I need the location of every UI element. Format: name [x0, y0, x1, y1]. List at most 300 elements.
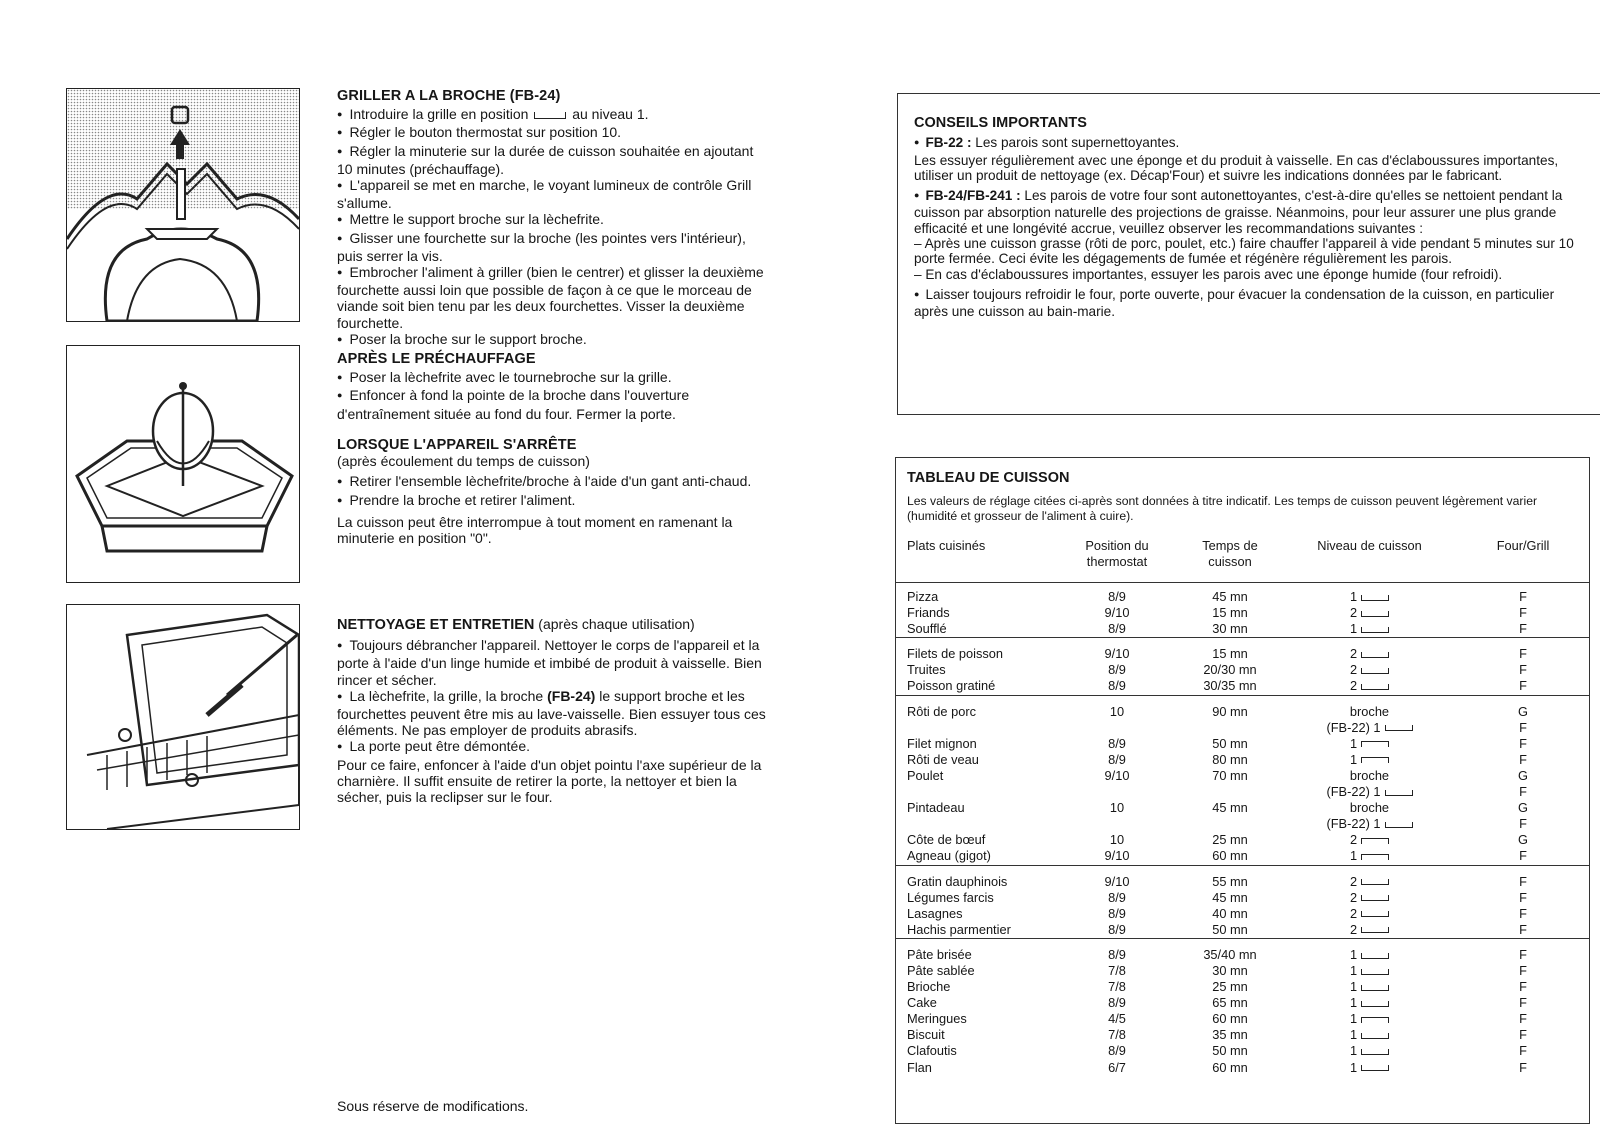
griller-item-6: ● Glisser une fourchette sur la broche (les pointes vers l'intérieur), puis serrer la vis. — [337, 230, 772, 264]
nettoyage-section — [337, 616, 772, 805]
cell-plat — [896, 1027, 1056, 1043]
lorsque-item-1: ● Retirer l'ensemble lèchefrite/broche à l'aide d'un gant anti-chaud. — [337, 473, 772, 491]
cell-four-grill-text: F — [1519, 735, 1527, 751]
cell-position — [1056, 800, 1178, 816]
nettoyage-item-2-b: (FB-24) — [547, 687, 596, 704]
level-slot-icon — [1361, 854, 1389, 860]
lorsque-note: La cuisson peut être interrompue à tout moment en ramenant la minuterie en position "0". — [337, 513, 733, 547]
cell-temps — [1178, 768, 1282, 784]
cell-plat-text: Truites — [907, 662, 946, 678]
level-slot-icon — [1361, 741, 1389, 747]
table-header-row — [896, 534, 1589, 583]
cell-niveau-text: 1 — [1349, 1043, 1358, 1059]
cell-four-grill — [1457, 621, 1589, 638]
cell-plat — [896, 736, 1056, 752]
table-row — [896, 963, 1589, 979]
cell-temps — [1178, 662, 1282, 678]
level-slot-icon — [1361, 879, 1389, 885]
cell-temps-text: 50 mn — [1212, 1043, 1248, 1059]
cell-temps — [1178, 646, 1282, 662]
cell-plat-text: Poisson gratiné — [907, 678, 996, 694]
cell-temps-text: 55 mn — [1212, 873, 1248, 889]
cell-position — [1056, 784, 1178, 800]
cell-plat — [896, 922, 1056, 939]
header-niveau: Niveau de cuisson — [1282, 534, 1457, 583]
table-row — [896, 890, 1589, 906]
cell-niveau — [1282, 906, 1457, 922]
cell-temps — [1178, 963, 1282, 979]
cell-niveau — [1282, 800, 1457, 816]
cell-four-grill — [1457, 736, 1589, 752]
conseils-fb22-label: FB-22 : — [925, 135, 972, 151]
cell-four-grill — [1457, 906, 1589, 922]
cell-plat — [896, 784, 1056, 800]
cell-niveau — [1282, 995, 1457, 1011]
cell-niveau-text: 1 — [1349, 1059, 1358, 1075]
cell-four-grill — [1457, 848, 1589, 865]
cell-four-grill — [1457, 784, 1589, 800]
cell-plat-text: Clafoutis — [907, 1043, 957, 1059]
table-row — [896, 1027, 1589, 1043]
cell-position-text: 10 — [1109, 832, 1125, 848]
level-slot-icon — [1361, 1065, 1389, 1071]
cell-niveau — [1282, 963, 1457, 979]
cell-four-grill — [1457, 890, 1589, 906]
apres-item-1: ● Poser la lèchefrite avec le tournebroche sur la grille. — [337, 369, 772, 387]
lorsque-section — [337, 437, 772, 546]
cell-plat-text: Rôti de porc — [907, 703, 976, 719]
cell-four-grill — [1457, 800, 1589, 816]
cell-four-grill — [1457, 979, 1589, 995]
cell-four-grill — [1457, 662, 1589, 678]
table-row — [896, 621, 1589, 638]
nettoyage-item-2 — [337, 688, 772, 739]
cell-niveau — [1282, 832, 1457, 848]
table-row — [896, 1043, 1589, 1059]
level-slot-icon — [1361, 1049, 1389, 1055]
cell-niveau — [1282, 922, 1457, 939]
cell-position — [1056, 1011, 1178, 1027]
conseils-fb24-label: FB-24/FB-241 : — [925, 188, 1021, 204]
header-position: Position du thermostat — [1056, 534, 1178, 583]
level-slot-icon — [1361, 627, 1389, 633]
cell-niveau-text: 1 — [1349, 751, 1358, 767]
conseils-dash-2: – En cas d'éclaboussures importantes, essuyer les parois avec une éponge humide (four refroidi). — [914, 266, 1503, 282]
cell-niveau — [1282, 678, 1457, 695]
griller-section — [337, 88, 772, 349]
cell-niveau-text: 1 — [1349, 995, 1358, 1011]
cell-temps-text: 30/35 mn — [1203, 678, 1257, 694]
cell-temps-text: 35 mn — [1212, 1027, 1248, 1043]
cell-niveau — [1282, 1011, 1457, 1027]
cell-four-grill-text: F — [1519, 889, 1527, 905]
cell-niveau — [1282, 890, 1457, 906]
apres-item-2: ● Enfoncer à fond la pointe de la broche dans l'ouverture d'entraînement située au fond du four. Fermer la porte. — [337, 387, 772, 421]
cell-four-grill — [1457, 605, 1589, 621]
cell-niveau — [1282, 605, 1457, 621]
cell-four-grill-text: F — [1519, 979, 1527, 995]
cell-niveau-text: 1 — [1349, 962, 1358, 978]
cell-four-grill — [1457, 874, 1589, 890]
cell-temps-text: 60 mn — [1212, 848, 1248, 864]
table-row — [896, 1060, 1589, 1076]
cell-four-grill — [1457, 704, 1589, 720]
cell-four-grill — [1457, 589, 1589, 605]
cell-four-grill — [1457, 832, 1589, 848]
cell-plat-text: Agneau (gigot) — [907, 848, 991, 864]
cell-plat — [896, 848, 1056, 865]
cell-niveau — [1282, 646, 1457, 662]
cell-niveau — [1282, 979, 1457, 995]
cell-four-grill — [1457, 1011, 1589, 1027]
table-row — [896, 736, 1589, 752]
cell-temps — [1178, 874, 1282, 890]
griller-item-4: ● L'appareil se met en marche, le voyant lumineux de contrôle Grill s'allume. — [337, 177, 772, 211]
cell-niveau — [1282, 848, 1457, 865]
table-row — [896, 848, 1589, 865]
cell-niveau-text: (FB-22) 1 — [1326, 816, 1381, 832]
cell-four-grill-text: G — [1518, 767, 1528, 783]
cell-temps-text: 45 mn — [1212, 889, 1248, 905]
cell-niveau-text: (FB-22) 1 — [1326, 784, 1381, 800]
cell-niveau-text: (FB-22) 1 — [1326, 719, 1381, 735]
table-row — [896, 605, 1589, 621]
cell-niveau — [1282, 720, 1457, 736]
griller-title: GRILLER A LA BROCHE (FB-24) — [337, 88, 561, 104]
cell-temps-text: 70 mn — [1212, 767, 1248, 783]
cell-position — [1056, 995, 1178, 1011]
cell-plat-text: Flan — [907, 1059, 932, 1075]
cell-plat-text: Pintadeau — [907, 800, 965, 816]
table-row — [896, 1011, 1589, 1027]
cell-plat-text: Pâte brisée — [907, 946, 972, 962]
level-slot-icon — [1361, 985, 1389, 991]
cell-temps-text: 35/40 mn — [1203, 946, 1257, 962]
lorsque-title: LORSQUE L'APPAREIL S'ARRÊTE — [337, 437, 577, 453]
cell-position-text: 7/8 — [1108, 962, 1126, 978]
cell-plat-text: Poulet — [907, 767, 944, 783]
cell-temps — [1178, 605, 1282, 621]
level-slot-icon — [1361, 652, 1389, 658]
dishwasher-illustration — [66, 604, 300, 830]
cell-four-grill — [1457, 816, 1589, 832]
cell-temps — [1178, 832, 1282, 848]
cell-niveau-text: 1 — [1349, 735, 1358, 751]
cell-plat-text: Côte de bœuf — [907, 832, 986, 848]
cell-position — [1056, 621, 1178, 638]
cell-position — [1056, 646, 1178, 662]
conseils-fb24-text: Les parois de votre four sont autonettoyantes, c'est-à-dire qu'elles se nettoient pendant la cuisson par absorption naturelle des projections de graisse. Néanmoins, pour leur assurer une plus grande efficacité et une longévité accrue, veuillez observer les recommandations suivantes : — [914, 188, 1563, 236]
cell-four-grill-text: F — [1519, 678, 1527, 694]
cell-temps — [1178, 890, 1282, 906]
cell-four-grill-text: G — [1518, 832, 1528, 848]
header-four-grill: Four/Grill — [1457, 534, 1589, 583]
level-slot-icon — [1361, 757, 1389, 763]
cell-position — [1056, 752, 1178, 768]
cell-position — [1056, 963, 1178, 979]
level-slot-icon — [1361, 927, 1389, 933]
cell-temps — [1178, 979, 1282, 995]
header-temps: Temps de cuisson — [1178, 534, 1282, 583]
griller-item-3: ● Régler la minuterie sur la durée de cuisson souhaitée en ajoutant 10 minutes (préchauffage). — [337, 143, 772, 177]
cell-four-grill — [1457, 1043, 1589, 1059]
cell-position — [1056, 736, 1178, 752]
cell-plat-text: Filets de poisson — [907, 646, 1004, 662]
level-slot-icon — [1361, 911, 1389, 917]
cell-plat — [896, 621, 1056, 638]
level-slot-icon — [1361, 1001, 1389, 1007]
level-slot-icon — [1361, 953, 1389, 959]
cell-four-grill-text: F — [1519, 995, 1527, 1011]
cell-position — [1056, 1060, 1178, 1076]
cell-plat — [896, 816, 1056, 832]
level-slot-icon — [1385, 790, 1413, 796]
table-row — [896, 768, 1589, 784]
cell-four-grill-text: F — [1519, 1027, 1527, 1043]
cell-position-text: 10 — [1109, 703, 1125, 719]
cell-temps — [1178, 621, 1282, 638]
footer-note: Sous réserve de modifications. — [337, 1098, 529, 1114]
cell-four-grill — [1457, 678, 1589, 695]
level-slot-icon — [1361, 969, 1389, 975]
level-slot-icon — [1385, 725, 1413, 731]
cell-position-text: 6/7 — [1108, 1059, 1126, 1075]
cell-niveau — [1282, 1060, 1457, 1076]
cell-position — [1056, 720, 1178, 736]
cell-position — [1056, 678, 1178, 695]
cell-temps-text: 30 mn — [1212, 962, 1248, 978]
nettoyage-title: NETTOYAGE ET ENTRETIEN — [337, 617, 535, 633]
cell-four-grill — [1457, 1060, 1589, 1076]
cell-temps-text: 50 mn — [1212, 735, 1248, 751]
cell-plat-text: Hachis parmentier — [907, 921, 1011, 937]
cell-plat — [896, 752, 1056, 768]
nettoyage-para: Pour ce faire, enfoncer à l'aide d'un objet pointu l'axe supérieur de la charnière. Il suffit ensuite de retirer la porte, la nettoyer et bien la sécher, puis la reclipser sur le four. — [337, 756, 762, 806]
cell-niveau — [1282, 621, 1457, 638]
cell-position-text: 10 — [1109, 800, 1125, 816]
cell-four-grill-text: G — [1518, 800, 1528, 816]
cell-plat-text: Rôti de veau — [907, 751, 979, 767]
table-spacer-end — [896, 1076, 1589, 1080]
cell-plat — [896, 832, 1056, 848]
conseils-box — [897, 93, 1600, 415]
cell-position — [1056, 947, 1178, 963]
griller-item-5: ● Mettre le support broche sur la lèchefrite. — [337, 211, 772, 229]
header-plats: Plats cuisinés — [896, 534, 1056, 583]
cell-temps-text: 45 mn — [1212, 589, 1248, 604]
nettoyage-item-3: ● La porte peut être démontée. — [337, 738, 772, 756]
cell-position — [1056, 662, 1178, 678]
cell-niveau-text: 1 — [1349, 1011, 1358, 1027]
cell-four-grill — [1457, 768, 1589, 784]
cell-temps-text: 80 mn — [1212, 751, 1248, 767]
cell-four-grill-text: F — [1519, 784, 1527, 800]
griller-item-8: ● Poser la broche sur le support broche. — [337, 331, 772, 349]
cell-temps-text: 65 mn — [1212, 995, 1248, 1011]
cell-temps — [1178, 922, 1282, 939]
cell-niveau-text: 2 — [1349, 832, 1358, 848]
cell-temps — [1178, 720, 1282, 736]
cell-position-text: 8/9 — [1108, 735, 1126, 751]
lorsque-subtitle: (après écoulement du temps de cuisson) — [337, 453, 590, 470]
griller-item-1-after: au niveau 1. — [572, 106, 649, 123]
conseils-fb24 — [914, 188, 1584, 236]
cell-plat — [896, 678, 1056, 695]
cell-plat — [896, 979, 1056, 995]
cell-niveau-text: 1 — [1349, 946, 1358, 962]
cell-niveau — [1282, 589, 1457, 605]
cell-plat-text: Filet mignon — [907, 735, 977, 751]
cell-four-grill — [1457, 995, 1589, 1011]
cell-temps — [1178, 1027, 1282, 1043]
cell-four-grill-text: F — [1519, 751, 1527, 767]
cell-temps — [1178, 995, 1282, 1011]
grid-position-icon — [534, 112, 566, 119]
cell-plat — [896, 1011, 1056, 1027]
cell-plat-text: Pâte sablée — [907, 962, 975, 978]
cell-position — [1056, 906, 1178, 922]
level-slot-icon — [1361, 1033, 1389, 1039]
table-group-separator — [896, 638, 1589, 647]
cell-niveau-text: 2 — [1349, 678, 1358, 694]
cell-position — [1056, 890, 1178, 906]
cell-niveau — [1282, 662, 1457, 678]
table-row — [896, 979, 1589, 995]
cell-temps — [1178, 947, 1282, 963]
apres-title: APRÈS LE PRÉCHAUFFAGE — [337, 351, 536, 367]
table-row — [896, 874, 1589, 890]
cell-plat-text: Légumes farcis — [907, 889, 994, 905]
cell-plat — [896, 662, 1056, 678]
cell-plat — [896, 1060, 1056, 1076]
cell-position — [1056, 704, 1178, 720]
apres-section — [337, 351, 772, 422]
cell-temps — [1178, 752, 1282, 768]
cell-niveau-text: 1 — [1349, 848, 1358, 864]
cell-temps — [1178, 589, 1282, 605]
tableau-note: Les valeurs de réglage citées ci-après sont données à titre indicatif. Les temps de cuisson peuvent légèrement varier (humidité et grosseur de l'aliment à cuire). — [907, 494, 1538, 523]
spit-illustration — [66, 88, 300, 322]
cell-niveau — [1282, 704, 1457, 720]
table-row — [896, 995, 1589, 1011]
cell-plat — [896, 947, 1056, 963]
cell-four-grill — [1457, 947, 1589, 963]
cell-position — [1056, 1027, 1178, 1043]
cell-four-grill-text: F — [1519, 873, 1527, 889]
cell-four-grill-text: F — [1519, 921, 1527, 937]
cell-niveau — [1282, 1043, 1457, 1059]
cell-temps-text: 40 mn — [1212, 905, 1248, 921]
table-group-separator — [896, 938, 1589, 947]
cell-temps-text: 60 mn — [1212, 1011, 1248, 1027]
cell-temps-text: 60 mn — [1212, 1059, 1248, 1075]
cell-position-text: 8/9 — [1108, 995, 1126, 1011]
cell-position — [1056, 605, 1178, 621]
cell-niveau-text: 2 — [1349, 646, 1358, 662]
cell-position-text: 7/8 — [1108, 1027, 1126, 1043]
cell-position-text: 8/9 — [1108, 921, 1126, 937]
cell-position-text: 8/9 — [1108, 905, 1126, 921]
conseils-fb22 — [914, 135, 1584, 152]
cell-position-text: 9/10 — [1104, 848, 1130, 864]
cell-temps — [1178, 678, 1282, 695]
cell-temps — [1178, 736, 1282, 752]
griller-item-1 — [337, 106, 772, 124]
cell-plat — [896, 589, 1056, 605]
cell-niveau-text: broche — [1349, 767, 1390, 783]
conseils-dash-1: – Après une cuisson grasse (rôti de porc, poulet, etc.) faire chauffer l'appareil à vide pendant 5 minutes sur 10 porte fermée. Ceci évite les dégagements de fumée et régénère régulièrement les parois. — [914, 236, 1574, 267]
cell-niveau-text: 1 — [1349, 979, 1358, 995]
cell-four-grill-text: F — [1519, 605, 1527, 621]
cell-niveau-text: broche — [1349, 703, 1390, 719]
nettoyage-title-suffix: (après chaque utilisation) — [534, 616, 695, 632]
table-row — [896, 662, 1589, 678]
level-slot-icon — [1361, 684, 1389, 690]
cell-plat — [896, 768, 1056, 784]
cell-position-text: 8/9 — [1108, 889, 1126, 905]
cell-position-text: 4/5 — [1108, 1011, 1126, 1027]
cell-plat — [896, 800, 1056, 816]
cell-four-grill-text: F — [1519, 719, 1527, 735]
cell-niveau-text: broche — [1349, 800, 1390, 816]
cell-niveau — [1282, 1027, 1457, 1043]
cell-temps — [1178, 848, 1282, 865]
cell-position-text: 8/9 — [1108, 621, 1126, 637]
cell-plat — [896, 1043, 1056, 1059]
cell-position-text: 8/9 — [1108, 589, 1126, 604]
cell-plat — [896, 963, 1056, 979]
conseils-fb22-text: Les parois sont supernettoyantes. — [971, 135, 1180, 151]
level-slot-icon — [1361, 611, 1389, 617]
cell-temps — [1178, 784, 1282, 800]
cell-plat-text: Soufflé — [907, 621, 947, 637]
cell-position-text: 8/9 — [1108, 751, 1126, 767]
table-row — [896, 646, 1589, 662]
cell-position — [1056, 848, 1178, 865]
cell-temps-text: 15 mn — [1212, 646, 1248, 662]
level-slot-icon — [1361, 895, 1389, 901]
cooking-table — [896, 534, 1589, 1080]
level-slot-icon — [1361, 838, 1389, 844]
table-row — [896, 704, 1589, 720]
cell-niveau-text: 2 — [1349, 662, 1358, 678]
table-row — [896, 752, 1589, 768]
table-row — [896, 816, 1589, 832]
cell-position-text: 9/10 — [1104, 873, 1130, 889]
conseils-title: CONSEILS IMPORTANTS — [914, 115, 1087, 131]
nettoyage-item-2-c: le support broche et les fourchettes peuvent être mis au lave-vaisselle. Bien essuyer tous ces éléments. Ne pas employer de produits abrasifs. — [337, 687, 766, 739]
cell-temps — [1178, 906, 1282, 922]
conseils-fb22-para: Les essuyer régulièrement avec une éponge et du produit à vaisselle. En cas d'éclaboussures importantes, utiliser un produit de nettoyage (ex. Décap'Four) et suivre les indications données par le fabricant. — [914, 152, 1559, 183]
cell-plat — [896, 906, 1056, 922]
cell-temps — [1178, 704, 1282, 720]
cell-position-text: 8/9 — [1108, 678, 1126, 694]
cell-position-text: 8/9 — [1108, 662, 1126, 678]
cell-niveau-text: 2 — [1349, 905, 1358, 921]
cell-temps-text: 15 mn — [1212, 605, 1248, 621]
level-slot-icon — [1361, 668, 1389, 674]
cell-plat — [896, 605, 1056, 621]
tableau-box — [895, 457, 1590, 1124]
cell-four-grill — [1457, 720, 1589, 736]
cell-niveau — [1282, 947, 1457, 963]
cell-four-grill-text: F — [1519, 589, 1527, 604]
table-row — [896, 832, 1589, 848]
cell-plat-text: Cake — [907, 995, 937, 1011]
cell-four-grill-text: F — [1519, 816, 1527, 832]
cell-position — [1056, 874, 1178, 890]
cell-niveau — [1282, 874, 1457, 890]
